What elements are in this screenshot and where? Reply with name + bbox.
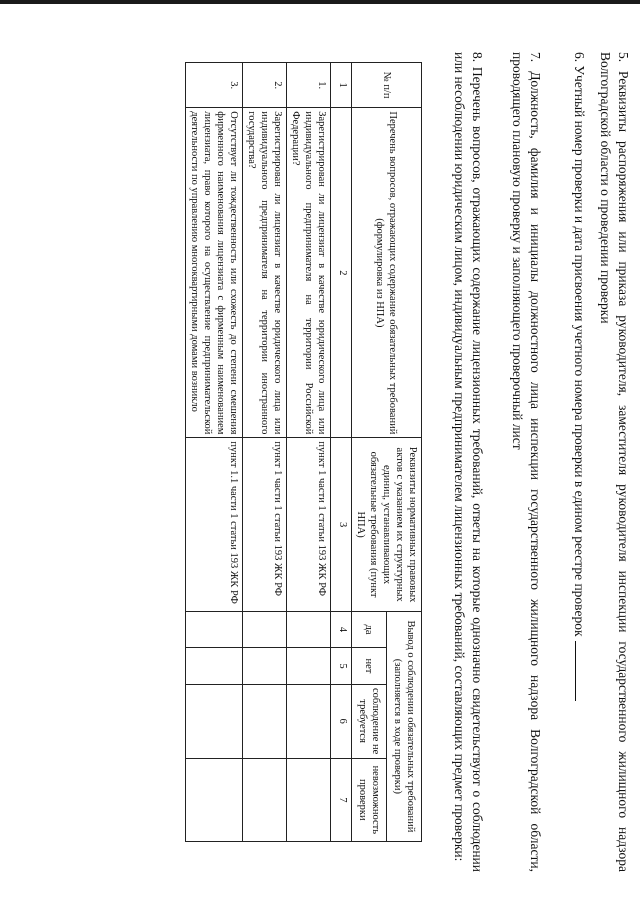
checklist-table [185, 62, 422, 842]
paragraph-6-text: 6. Учетный номер проверки и дата присвоения учетного номера проверки в едином реестре проверок [572, 52, 587, 637]
fill-in-line [575, 641, 588, 701]
header-row-1 [387, 63, 422, 842]
row-requisite: пункт 1 части 1 статьи 193 ЖК РФ [243, 438, 287, 611]
answer-no-cell[interactable] [186, 648, 243, 684]
header-yes: да [352, 611, 387, 647]
answer-impossible-cell[interactable] [243, 758, 287, 841]
header-no: нет [352, 648, 387, 684]
answer-not-required-cell[interactable] [243, 684, 287, 758]
header-questions: Перечень вопросов, отражающих содержание обязательных требований (формулировка из НПА) [352, 108, 422, 438]
answer-impossible-cell[interactable] [186, 758, 243, 841]
answer-yes-cell[interactable] [287, 611, 331, 647]
paragraph-5: 5. Реквизиты распоряжения или приказа руководителя, заместителя руководителя инспекции государственного жилищного надзора Волгоградской области о проведении проверки [598, 52, 631, 872]
answer-yes-cell[interactable] [243, 611, 287, 647]
answer-not-required-cell[interactable] [287, 684, 331, 758]
table-row [243, 63, 287, 842]
answer-no-cell[interactable] [243, 648, 287, 684]
row-requisite: пункт 1 части 1 статьи 193 ЖК РФ [287, 438, 331, 611]
table-row [186, 63, 243, 842]
paragraph-6 [570, 52, 588, 872]
row-question: Отсутствует ли тождественность или схожесть до степени смешения фирменного наименования лицензиата с фирменным наименованием лицензиата, право которого на осуществление предпринимательской деятельности по управлению многоквартирными домами возникло [186, 108, 243, 438]
column-number: 6 [331, 684, 352, 758]
header-not-required: соблюдение не требуется [352, 684, 387, 758]
row-requisite: пункт 1.1 части 1 статьи 193 ЖК РФ [186, 438, 243, 611]
column-number: 7 [331, 758, 352, 841]
row-number: 3. [186, 63, 243, 108]
column-number: 1 [331, 63, 352, 108]
row-question: Зарегистрирован ли лицензиат в качестве юридического лица или индивидуального предпринимателя на территории иностранного государства? [243, 108, 287, 438]
column-number: 3 [331, 438, 352, 611]
column-number: 5 [331, 648, 352, 684]
row-question: Зарегистрирован ли лицензиат в качестве юридического лица или индивидуального предпринимателя на территории Российской Федерации? [287, 108, 331, 438]
answer-not-required-cell[interactable] [186, 684, 243, 758]
paragraph-7: 7. Должность, фамилия и инициалы должностного лица инспекции государственного жилищного надзора Волгоградской области, проводящего плановую проверку и заполняющего проверочный лист [510, 52, 543, 872]
answer-impossible-cell[interactable] [287, 758, 331, 841]
column-number: 4 [331, 611, 352, 647]
header-num: № п/п [352, 63, 422, 108]
table-row [287, 63, 331, 842]
answer-no-cell[interactable] [287, 648, 331, 684]
paragraph-8: 8. Перечень вопросов, отражающих содержание лицензионных требований, ответы на которые однозначно свидетельствуют о соблюдении или несоблюдении юридическим лицом, индивидуальным предпринимателем лицензионных требований, составляющих предмет проверки: [452, 52, 485, 872]
column-number: 2 [331, 108, 352, 438]
row-number: 2. [243, 63, 287, 108]
header-impossible: невозможность проверки [352, 758, 387, 841]
answer-yes-cell[interactable] [186, 611, 243, 647]
header-conclusion: Вывод о соблюдении обязательных требований (заполняется в ходе проверки) [387, 611, 422, 841]
header-requisites: Реквизиты нормативных правовых актов с указанием их структурных единиц, устанавливающих обязательные требования (пункт НПА) [352, 438, 422, 611]
row-number: 1. [287, 63, 331, 108]
column-numbers-row [331, 63, 352, 842]
